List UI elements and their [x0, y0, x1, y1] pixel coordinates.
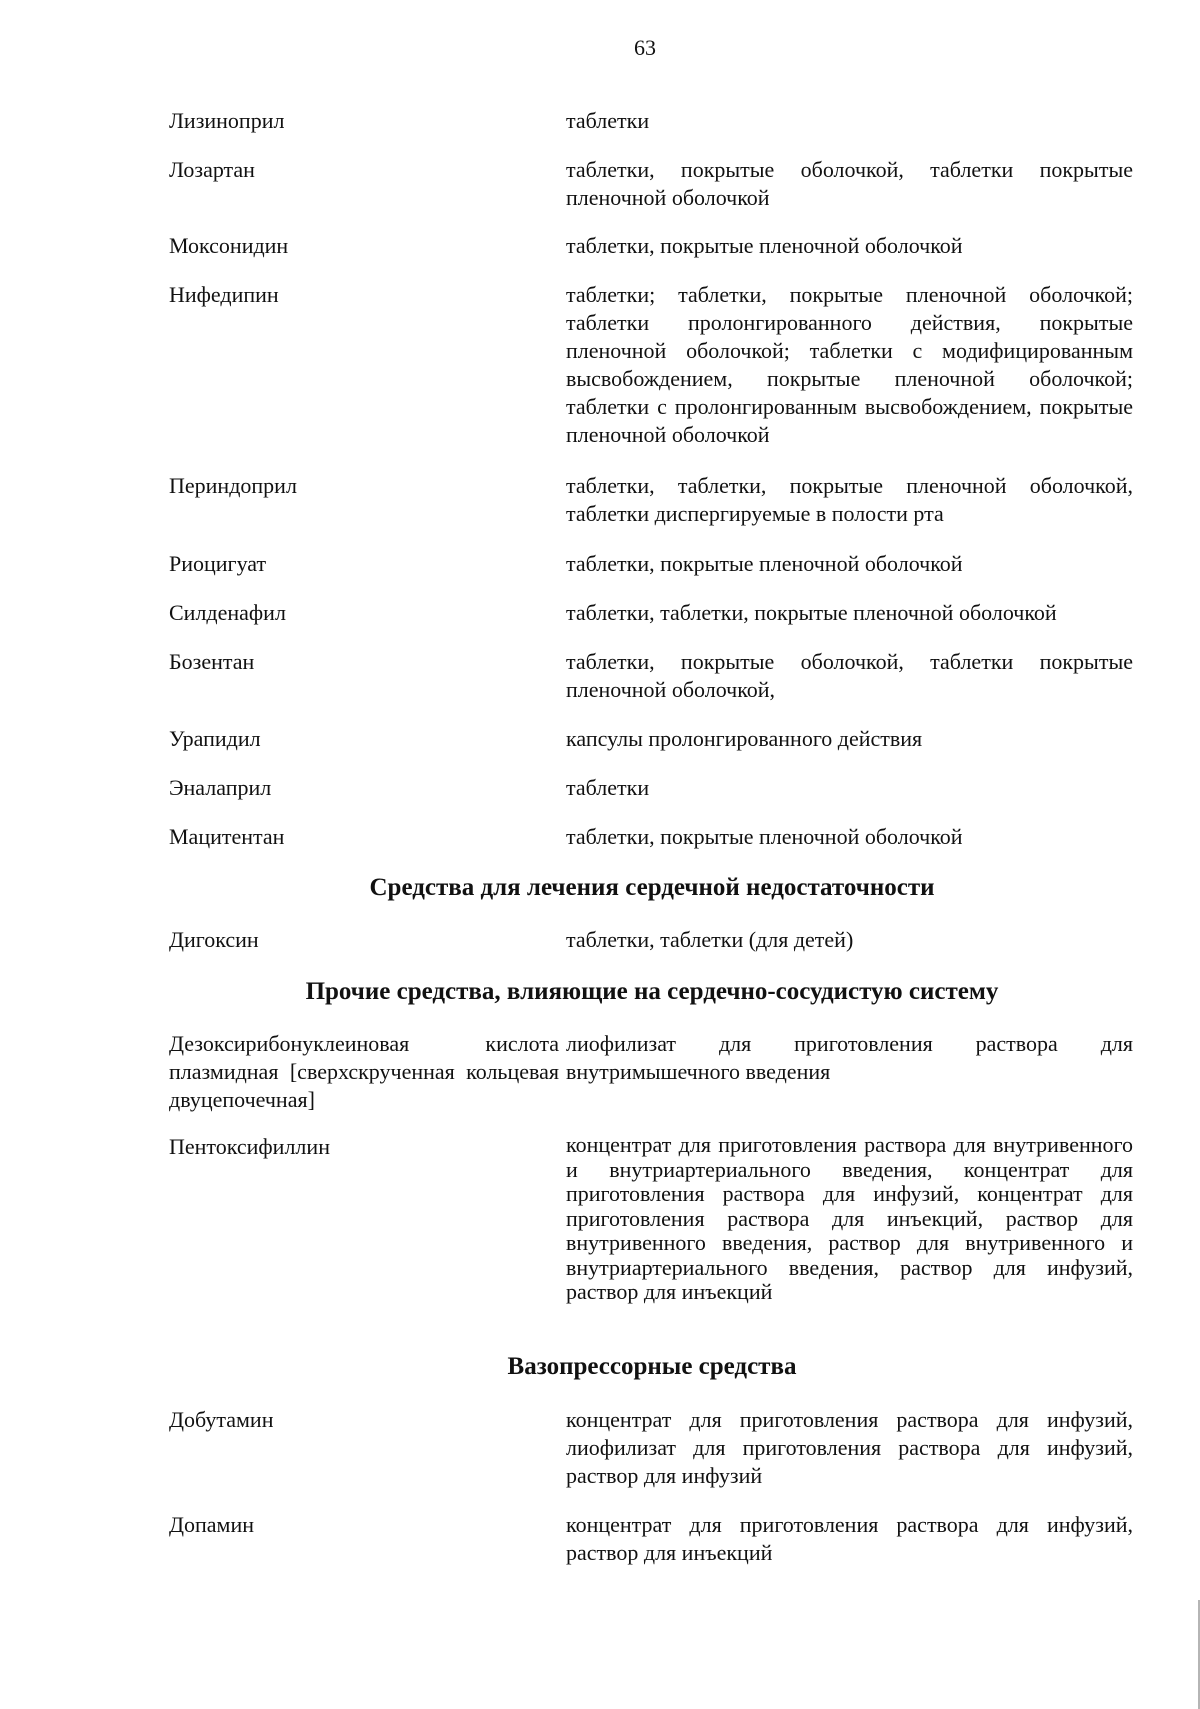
section-title-other-cardiovascular: Прочие средства, влияющие на сердечно-сосудистую систему	[305, 978, 999, 1005]
dosage-form: таблетки, покрытые пленочной оболочкой	[566, 551, 963, 576]
dosage-form: таблетки; таблетки, покрытые пленочной оболочкой; таблетки пролонгированного действия, покрытые пленочной оболочкой; таблетки с модифицированным высвобождением, покрытые пленочной оболочкой; таблетки с пролонгированным высвобождением, покрытые пленочной оболочкой	[566, 282, 1133, 447]
drug-name: Силденафил	[169, 600, 286, 625]
dosage-form: концентрат для приготовления раствора для внутривенного и внутриартериального введения, концентрат для приготовления раствора для инфузий, концентрат для приготовления раствора для инъекций, раствор для внутривенного введения, раствор для внутривенного и внутриартериального введения, раствор для инфузий, раствор для инъекций	[566, 1132, 1133, 1304]
section-title-vasopressors: Вазопрессорные средства	[507, 1353, 797, 1380]
dosage-form: концентрат для приготовления раствора для инфузий, лиофилизат для приготовления раствора для инфузий, раствор для инфузий	[566, 1407, 1133, 1488]
drug-name: Добутамин	[169, 1407, 274, 1432]
drug-name: Риоцигуат	[169, 551, 267, 576]
dosage-form: таблетки	[566, 108, 650, 133]
dosage-form: таблетки, таблетки, покрытые пленочной оболочкой, таблетки диспергируемые в полости рта	[566, 473, 1133, 526]
drug-name: Лозартан	[169, 157, 255, 182]
drug-name: Пентоксифиллин	[169, 1134, 330, 1159]
section-title-heart-failure: Средства для лечения сердечной недостаточности	[369, 874, 935, 901]
drug-name: Лизиноприл	[169, 108, 285, 133]
drug-name: Допамин	[169, 1512, 255, 1537]
drug-name: Бозентан	[169, 649, 255, 674]
page-number: 63	[634, 35, 656, 60]
dosage-form: лиофилизат для приготовления раствора для внутримышечного введения	[566, 1031, 1133, 1084]
dosage-form: таблетки	[566, 775, 650, 800]
drug-name: Эналаприл	[169, 775, 272, 800]
dosage-form: капсулы пролонгированного действия	[566, 726, 923, 751]
drug-name: Урапидил	[169, 726, 261, 751]
dosage-form: таблетки, покрытые пленочной оболочкой	[566, 824, 963, 849]
dosage-form: таблетки, покрытые оболочкой, таблетки покрытые пленочной оболочкой	[566, 157, 1133, 210]
drug-name: Дезоксирибонуклеиновая кислота плазмидная [сверхскрученная кольцевая двуцепочечная]	[169, 1031, 559, 1112]
dosage-form: таблетки, таблетки (для детей)	[566, 927, 854, 952]
drug-name: Периндоприл	[169, 473, 297, 498]
drug-name: Моксонидин	[169, 233, 289, 258]
dosage-form: таблетки, таблетки, покрытые пленочной оболочкой	[566, 600, 1057, 625]
dosage-form: концентрат для приготовления раствора для инфузий, раствор для инъекций	[566, 1512, 1133, 1565]
drug-name: Мацитентан	[169, 824, 285, 849]
drug-name: Нифедипин	[169, 282, 279, 307]
dosage-form: таблетки, покрытые оболочкой, таблетки покрытые пленочной оболочкой,	[566, 649, 1133, 702]
dosage-form: таблетки, покрытые пленочной оболочкой	[566, 233, 963, 258]
drug-name: Дигоксин	[169, 927, 259, 952]
